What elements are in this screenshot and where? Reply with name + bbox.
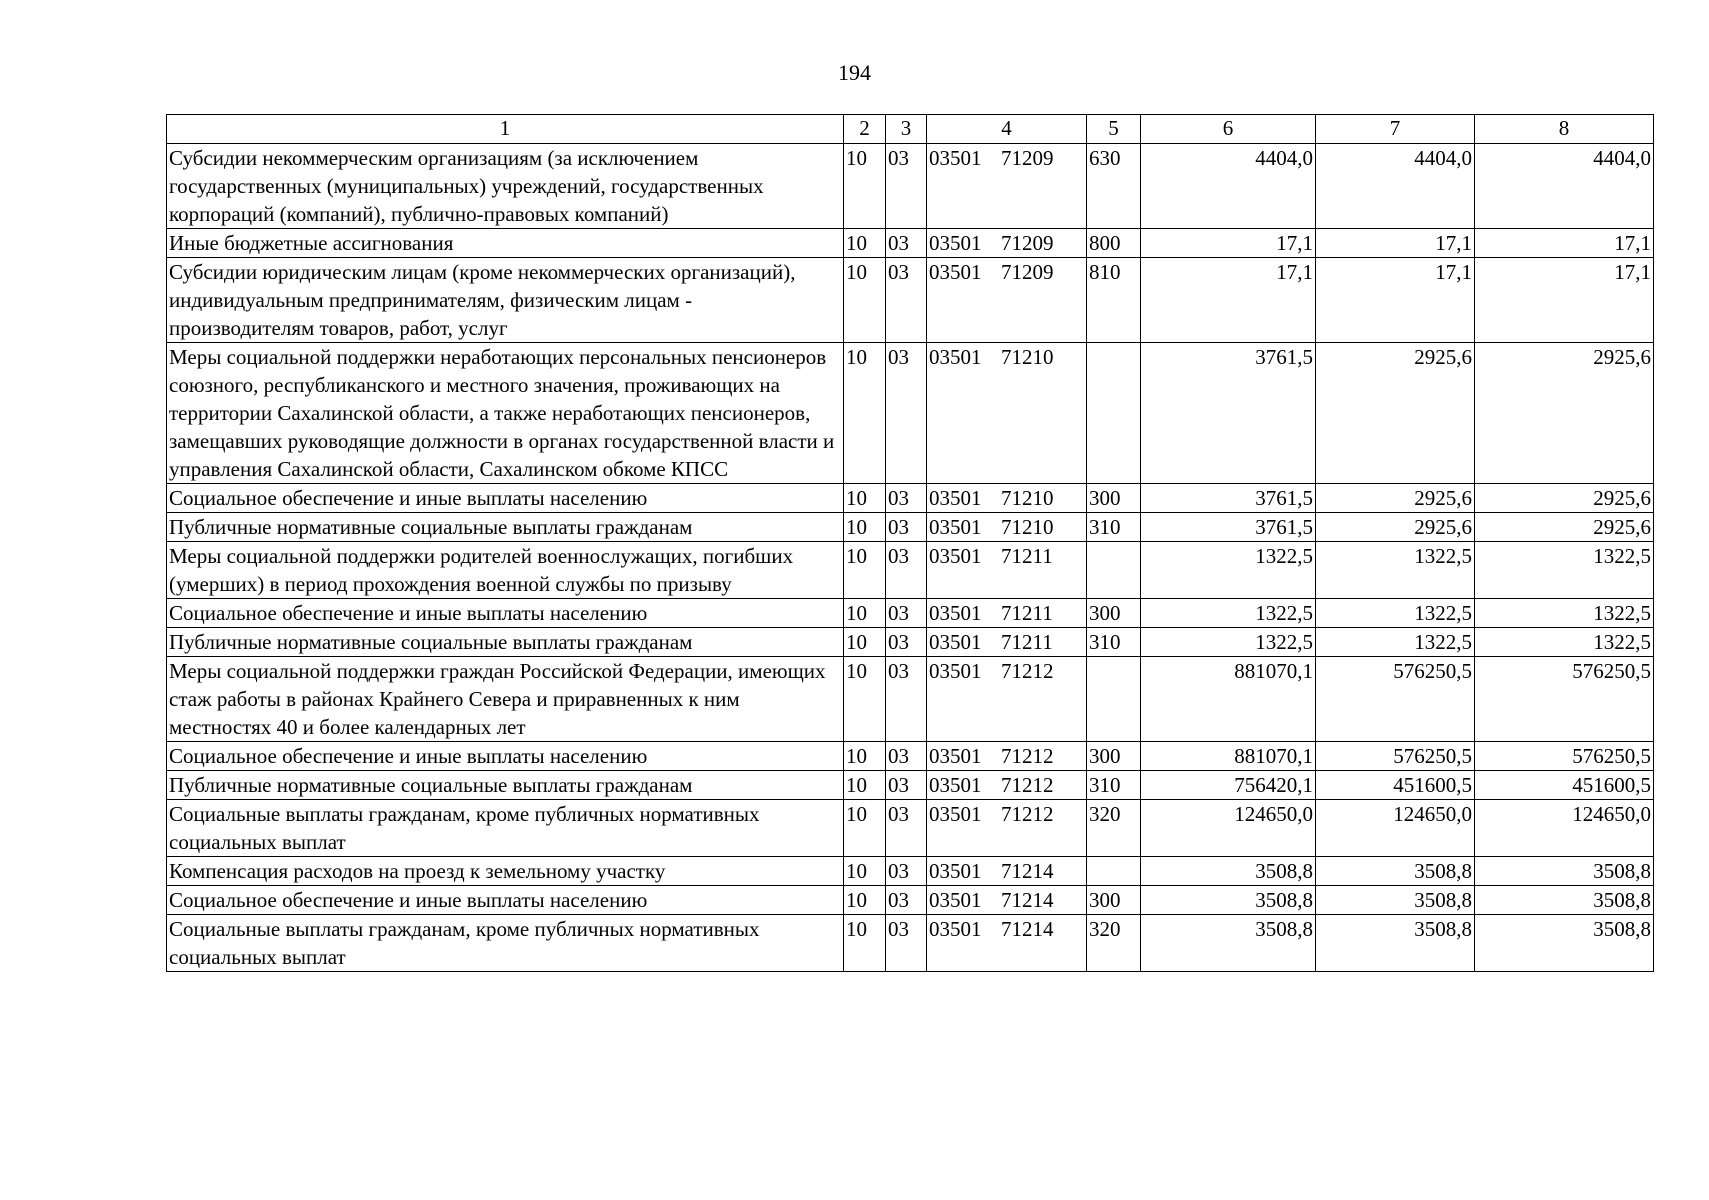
amount-col-7: 4404,0 [1316,144,1475,229]
header-col-8: 8 [1475,115,1654,144]
direction-code: 71210 [1001,345,1054,369]
header-col-3: 3 [886,115,927,144]
amount-col-7: 451600,5 [1316,771,1475,800]
program-code: 03501 [929,260,982,284]
amount-col-8: 576250,5 [1475,657,1654,742]
target-article-code [927,657,1087,742]
target-article-code [927,542,1087,599]
direction-code: 71209 [1001,260,1054,284]
section-code: 10 [844,771,886,800]
target-article-code [927,229,1087,258]
row-name: Социальное обеспечение и иные выплаты населению [167,742,844,771]
subsection-code: 03 [886,343,927,484]
target-article-code [927,886,1087,915]
direction-code: 71212 [1001,802,1054,826]
section-code: 10 [844,513,886,542]
direction-code: 71210 [1001,486,1054,510]
amount-col-8: 3508,8 [1475,886,1654,915]
amount-col-7: 1322,5 [1316,599,1475,628]
row-name: Иные бюджетные ассигнования [167,229,844,258]
section-code: 10 [844,800,886,857]
row-name: Публичные нормативные социальные выплаты гражданам [167,628,844,657]
amount-col-8: 451600,5 [1475,771,1654,800]
subsection-code: 03 [886,258,927,343]
amount-col-7: 17,1 [1316,229,1475,258]
amount-col-7: 576250,5 [1316,657,1475,742]
table-row [167,857,1654,886]
direction-code: 71212 [1001,659,1054,683]
row-name: Субсидии некоммерческим организациям (за исключением государственных (муниципальных) учреждений, государственных корпораций (компаний), публично-правовых компаний) [167,144,844,229]
row-name: Публичные нормативные социальные выплаты гражданам [167,771,844,800]
header-row [167,115,1654,144]
amount-col-7: 3508,8 [1316,857,1475,886]
section-code: 10 [844,915,886,972]
table-row [167,800,1654,857]
section-code: 10 [844,343,886,484]
table-body [167,144,1654,972]
subsection-code: 03 [886,628,927,657]
target-article-code [927,144,1087,229]
expense-type-code: 300 [1087,742,1141,771]
amount-col-7: 17,1 [1316,258,1475,343]
section-code: 10 [844,657,886,742]
amount-col-6: 1322,5 [1141,628,1316,657]
subsection-code: 03 [886,229,927,258]
amount-col-6: 3761,5 [1141,513,1316,542]
direction-code: 71209 [1001,231,1054,255]
table-row [167,542,1654,599]
direction-code: 71214 [1001,917,1054,941]
amount-col-6: 3508,8 [1141,857,1316,886]
amount-col-6: 3508,8 [1141,915,1316,972]
expense-type-code: 300 [1087,599,1141,628]
section-code: 10 [844,628,886,657]
section-code: 10 [844,144,886,229]
expense-type-code [1087,343,1141,484]
subsection-code: 03 [886,513,927,542]
header-col-5: 5 [1087,115,1141,144]
amount-col-7: 2925,6 [1316,484,1475,513]
target-article-code [927,343,1087,484]
program-code: 03501 [929,773,982,797]
table-row [167,513,1654,542]
target-article-code [927,800,1087,857]
expense-type-code: 320 [1087,800,1141,857]
direction-code: 71211 [1001,601,1053,625]
expense-type-code: 310 [1087,628,1141,657]
amount-col-8: 1322,5 [1475,599,1654,628]
direction-code: 71209 [1001,146,1054,170]
amount-col-7: 2925,6 [1316,343,1475,484]
table-row [167,258,1654,343]
amount-col-6: 17,1 [1141,258,1316,343]
row-name: Социальное обеспечение и иные выплаты населению [167,886,844,915]
header-col-7: 7 [1316,115,1475,144]
amount-col-8: 576250,5 [1475,742,1654,771]
program-code: 03501 [929,917,982,941]
program-code: 03501 [929,231,982,255]
target-article-code [927,742,1087,771]
program-code: 03501 [929,146,982,170]
table-row [167,742,1654,771]
section-code: 10 [844,886,886,915]
expense-type-code: 810 [1087,258,1141,343]
amount-col-7: 1322,5 [1316,628,1475,657]
amount-col-8: 2925,6 [1475,513,1654,542]
row-name: Субсидии юридическим лицам (кроме некоммерческих организаций), индивидуальным предпринимателям, физическим лицам - производителям товаров, работ, услуг [167,258,844,343]
target-article-code [927,771,1087,800]
program-code: 03501 [929,515,982,539]
target-article-code [927,513,1087,542]
amount-col-8: 1322,5 [1475,628,1654,657]
target-article-code [927,628,1087,657]
amount-col-8: 1322,5 [1475,542,1654,599]
table-row [167,915,1654,972]
section-code: 10 [844,599,886,628]
program-code: 03501 [929,888,982,912]
subsection-code: 03 [886,857,927,886]
expense-type-code: 320 [1087,915,1141,972]
expense-type-code [1087,542,1141,599]
direction-code: 71210 [1001,515,1054,539]
direction-code: 71214 [1001,888,1054,912]
row-name: Социальные выплаты гражданам, кроме публичных нормативных социальных выплат [167,915,844,972]
row-name: Социальные выплаты гражданам, кроме публичных нормативных социальных выплат [167,800,844,857]
amount-col-6: 881070,1 [1141,657,1316,742]
target-article-code [927,599,1087,628]
expense-type-code: 310 [1087,513,1141,542]
amount-col-8: 17,1 [1475,229,1654,258]
amount-col-7: 2925,6 [1316,513,1475,542]
amount-col-8: 2925,6 [1475,343,1654,484]
program-code: 03501 [929,744,982,768]
table-row [167,886,1654,915]
direction-code: 71211 [1001,544,1053,568]
subsection-code: 03 [886,484,927,513]
expense-type-code: 310 [1087,771,1141,800]
subsection-code: 03 [886,800,927,857]
subsection-code: 03 [886,742,927,771]
amount-col-6: 17,1 [1141,229,1316,258]
table-row [167,657,1654,742]
amount-col-6: 1322,5 [1141,542,1316,599]
row-name: Меры социальной поддержки неработающих персональных пенсионеров союзного, республиканского и местного значения, проживающих на территории Сахалинской области, а также неработающих пенсионеров, замещавших руководящие должности в органах государственной власти и управления Сахалинской области, Сахалинском обкоме КПСС [167,343,844,484]
section-code: 10 [844,258,886,343]
amount-col-8: 17,1 [1475,258,1654,343]
amount-col-6: 3761,5 [1141,484,1316,513]
amount-col-7: 3508,8 [1316,915,1475,972]
program-code: 03501 [929,802,982,826]
expense-type-code [1087,657,1141,742]
direction-code: 71214 [1001,859,1054,883]
amount-col-6: 4404,0 [1141,144,1316,229]
direction-code: 71212 [1001,773,1054,797]
target-article-code [927,484,1087,513]
section-code: 10 [844,229,886,258]
header-col-4: 4 [927,115,1087,144]
target-article-code [927,915,1087,972]
row-name: Социальное обеспечение и иные выплаты населению [167,599,844,628]
section-code: 10 [844,857,886,886]
amount-col-8: 3508,8 [1475,857,1654,886]
amount-col-6: 124650,0 [1141,800,1316,857]
amount-col-6: 1322,5 [1141,599,1316,628]
budget-table [166,114,1654,972]
amount-col-7: 1322,5 [1316,542,1475,599]
direction-code: 71211 [1001,630,1053,654]
amount-col-6: 756420,1 [1141,771,1316,800]
amount-col-8: 4404,0 [1475,144,1654,229]
target-article-code [927,857,1087,886]
program-code: 03501 [929,859,982,883]
amount-col-7: 124650,0 [1316,800,1475,857]
table-row [167,599,1654,628]
program-code: 03501 [929,345,982,369]
expense-type-code: 630 [1087,144,1141,229]
program-code: 03501 [929,601,982,625]
target-article-code [927,258,1087,343]
header-col-1: 1 [167,115,844,144]
table-row [167,144,1654,229]
row-name: Меры социальной поддержки граждан Российской Федерации, имеющих стаж работы в районах Крайнего Севера и приравненных к ним местностях 40 и более календарных лет [167,657,844,742]
program-code: 03501 [929,486,982,510]
amount-col-8: 2925,6 [1475,484,1654,513]
row-name: Публичные нормативные социальные выплаты гражданам [167,513,844,542]
amount-col-8: 124650,0 [1475,800,1654,857]
amount-col-7: 576250,5 [1316,742,1475,771]
row-name: Меры социальной поддержки родителей военнослужащих, погибших (умерших) в период прохождения военной службы по призыву [167,542,844,599]
expense-type-code [1087,857,1141,886]
subsection-code: 03 [886,657,927,742]
header-col-6: 6 [1141,115,1316,144]
program-code: 03501 [929,659,982,683]
subsection-code: 03 [886,542,927,599]
section-code: 10 [844,484,886,513]
header-col-2: 2 [844,115,886,144]
subsection-code: 03 [886,144,927,229]
expense-type-code: 300 [1087,484,1141,513]
table-row [167,229,1654,258]
program-code: 03501 [929,544,982,568]
table-row [167,628,1654,657]
program-code: 03501 [929,630,982,654]
row-name: Компенсация расходов на проезд к земельному участку [167,857,844,886]
table-row [167,771,1654,800]
page-number: 194 [838,60,871,85]
subsection-code: 03 [886,599,927,628]
subsection-code: 03 [886,915,927,972]
table-row [167,484,1654,513]
row-name: Социальное обеспечение и иные выплаты населению [167,484,844,513]
amount-col-8: 3508,8 [1475,915,1654,972]
expense-type-code: 800 [1087,229,1141,258]
table-row [167,343,1654,484]
amount-col-6: 3761,5 [1141,343,1316,484]
direction-code: 71212 [1001,744,1054,768]
subsection-code: 03 [886,886,927,915]
amount-col-6: 3508,8 [1141,886,1316,915]
section-code: 10 [844,542,886,599]
amount-col-6: 881070,1 [1141,742,1316,771]
expense-type-code: 300 [1087,886,1141,915]
amount-col-7: 3508,8 [1316,886,1475,915]
subsection-code: 03 [886,771,927,800]
section-code: 10 [844,742,886,771]
